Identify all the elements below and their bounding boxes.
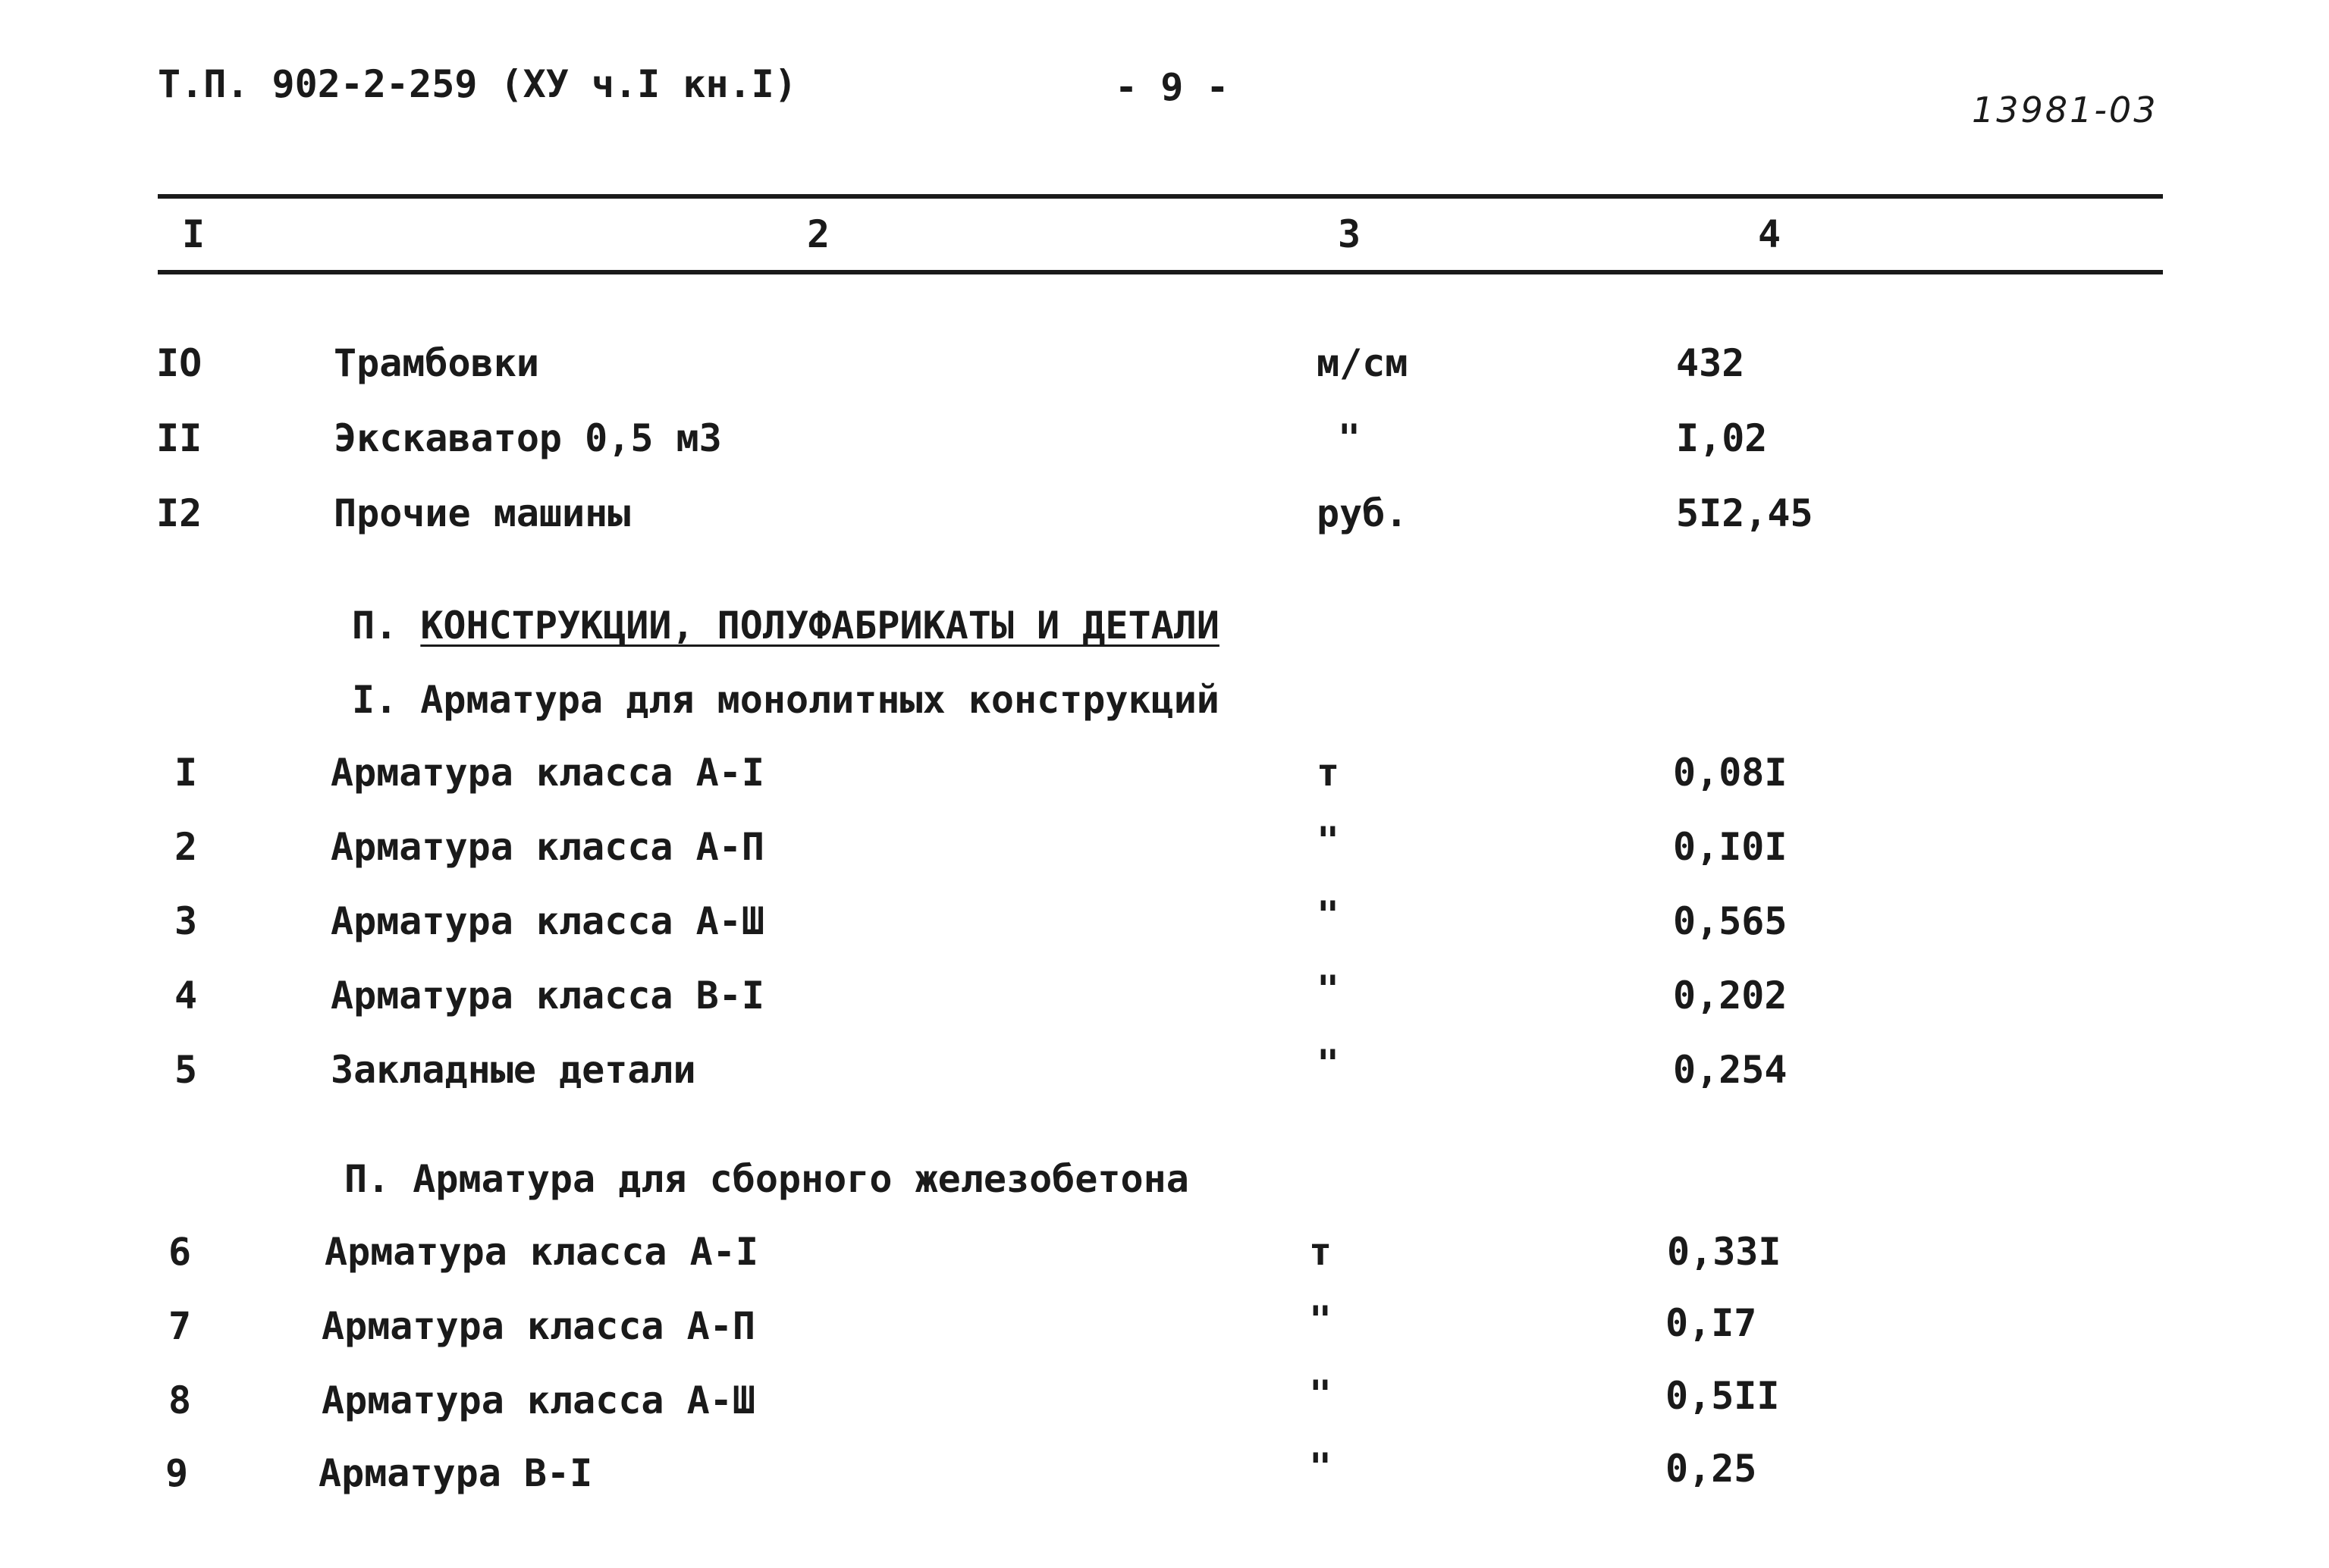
row-value: 432 — [1676, 341, 1745, 385]
row-unit: " — [1317, 893, 1340, 937]
row-number: 4 — [174, 974, 198, 1018]
row-number: 6 — [168, 1230, 192, 1274]
row-unit: м/см — [1317, 341, 1408, 385]
table-header-rule — [158, 270, 2163, 274]
column-header-4: 4 — [1758, 212, 1781, 256]
row-name: Прочие машины — [334, 491, 631, 535]
column-header-3: 3 — [1338, 212, 1361, 256]
row-value: 5I2,45 — [1676, 491, 1813, 535]
row-value: 0,5II — [1665, 1374, 1780, 1418]
row-value: 0,25 — [1665, 1447, 1757, 1491]
row-unit: " — [1338, 416, 1361, 460]
row-name: Арматура класса В-I — [331, 974, 764, 1018]
row-name: Арматура класса А-I — [325, 1230, 758, 1274]
row-unit: т — [1309, 1230, 1332, 1274]
row-unit: " — [1309, 1298, 1332, 1342]
section-heading — [352, 604, 1219, 648]
archive-number: 13981-03 — [1972, 89, 2158, 130]
document-code: Т.П. 902-2-259 (ХУ ч.I кн.I) — [158, 62, 797, 106]
table-top-rule — [158, 194, 2163, 199]
row-name: Арматура класса А-П — [331, 825, 764, 869]
row-value: 0,08I — [1673, 751, 1788, 795]
row-number: I2 — [156, 491, 202, 535]
row-unit: " — [1317, 819, 1340, 863]
section-prefix: П. — [352, 604, 398, 648]
section-title: КОНСТРУКЦИИ, ПОЛУФАБРИКАТЫ И ДЕТАЛИ — [420, 604, 1219, 648]
row-name: Закладные детали — [331, 1048, 696, 1092]
page-number: - 9 - — [1115, 65, 1229, 109]
row-number: 2 — [174, 825, 198, 869]
row-number: IO — [156, 341, 202, 385]
column-header-2: 2 — [807, 212, 830, 256]
row-name: Арматура В-I — [319, 1451, 593, 1495]
row-number: II — [156, 416, 202, 460]
row-name: Трамбовки — [334, 341, 539, 385]
row-number: 3 — [174, 899, 198, 943]
subsection-heading: П. Арматура для сборного железобетона — [344, 1157, 1189, 1201]
row-value: 0,565 — [1673, 899, 1788, 943]
row-number: I — [174, 751, 198, 795]
row-value: 0,33I — [1667, 1230, 1781, 1274]
row-name: Арматура класса А-I — [331, 751, 764, 795]
row-number: 8 — [168, 1378, 192, 1422]
row-name: Арматура класса А-Ш — [322, 1378, 755, 1422]
row-name: Арматура класса А-Ш — [331, 899, 764, 943]
subsection-heading: I. Арматура для монолитных конструкций — [352, 678, 1219, 722]
row-unit: " — [1309, 1445, 1332, 1489]
row-unit: " — [1317, 1042, 1340, 1086]
row-value: 0,254 — [1673, 1048, 1788, 1092]
row-name: Арматура класса А-П — [322, 1304, 755, 1348]
row-unit: т — [1317, 751, 1340, 795]
column-header-1: I — [182, 212, 206, 256]
row-unit: руб. — [1317, 491, 1408, 535]
row-name: Экскаватор 0,5 м3 — [334, 416, 722, 460]
row-value: 0,I7 — [1665, 1301, 1757, 1345]
row-unit: " — [1309, 1372, 1332, 1416]
row-number: 7 — [168, 1304, 192, 1348]
row-value: 0,I0I — [1673, 825, 1788, 869]
row-value: 0,202 — [1673, 974, 1788, 1018]
row-number: 5 — [174, 1048, 198, 1092]
row-unit: " — [1317, 967, 1340, 1011]
row-number: 9 — [165, 1451, 189, 1495]
row-value: I,02 — [1676, 416, 1768, 460]
